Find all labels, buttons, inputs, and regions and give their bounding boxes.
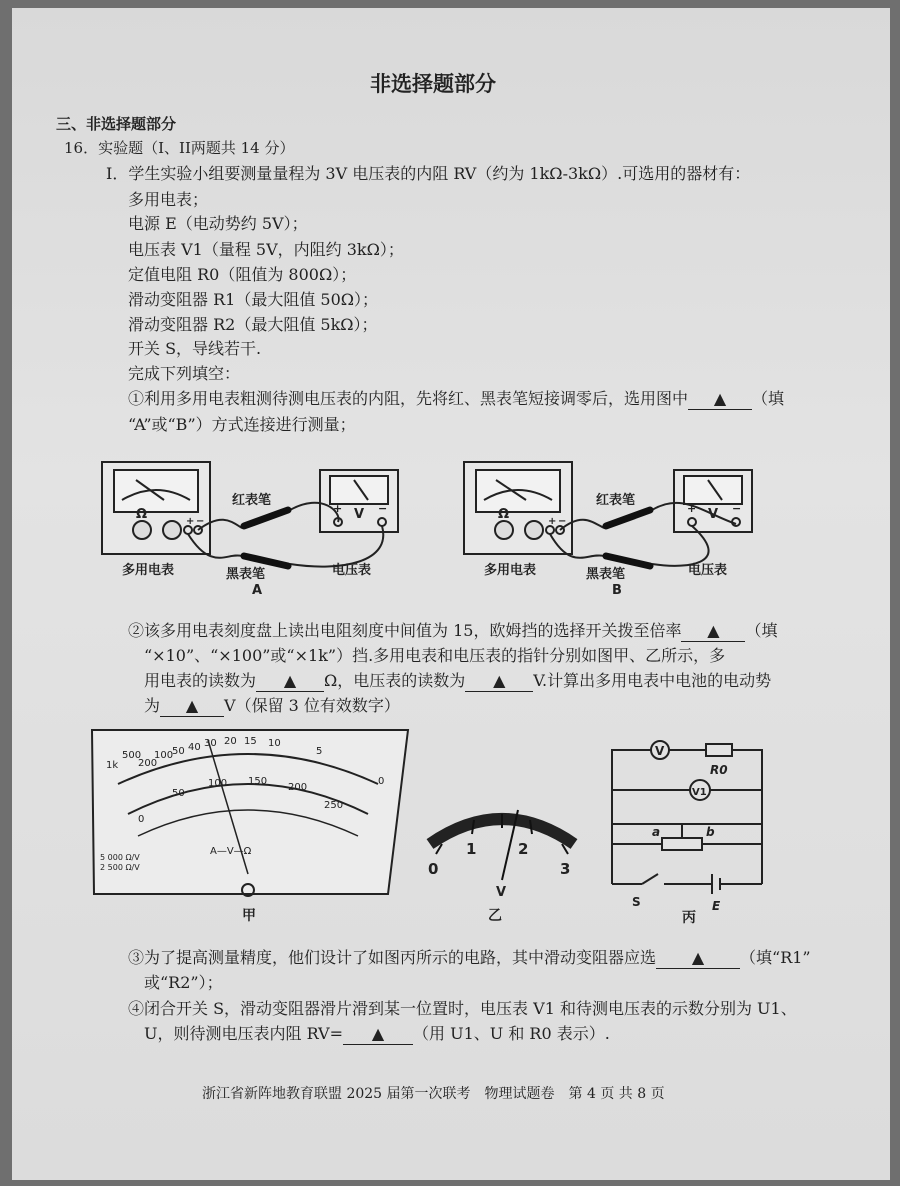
answer-blank[interactable]: ▲: [681, 621, 745, 642]
black-probe-label: 黑表笔: [226, 567, 266, 582]
section-heading: 三、非选择题部分: [56, 115, 177, 133]
svg-text:2 500 Ω/V: 2 500 Ω/V: [100, 863, 140, 872]
label-b: B: [612, 583, 622, 598]
q4-line1: ④闭合开关 S，滑动变阻器滑片滑到某一位置时，电压表 V1 和待测电压表的示数分别为 U1、: [128, 999, 797, 1018]
figure-label-bing: 丙: [682, 910, 696, 924]
svg-text:150: 150: [248, 776, 268, 787]
svg-text:100: 100: [154, 750, 174, 761]
equipment-item: 滑动变阻器 R1（最大阻值 50Ω）；: [128, 290, 379, 309]
answer-blank[interactable]: ▲: [256, 671, 324, 692]
q2-line3: 用电表的读数为 ▲ Ω，电压表的读数为 ▲ V.计算出多用电表中电池的电动势: [144, 671, 772, 690]
q1-line1: ①利用多用电表粗测待测电压表的内阻，先将红、黑表笔短接调零后，选用图中 ▲ （填: [128, 389, 785, 408]
svg-text:Ω: Ω: [498, 507, 510, 522]
svg-text:0: 0: [378, 776, 385, 787]
q2-line1: ②该多用电表刻度盘上读出电阻刻度中间值为 15，欧姆挡的选择开关拨至倍率 ▲ （填: [128, 621, 778, 640]
answer-blank[interactable]: ▲: [343, 1024, 413, 1045]
answer-blank[interactable]: ▲: [656, 948, 740, 969]
svg-text:+: +: [186, 516, 195, 527]
svg-text:0: 0: [428, 860, 439, 878]
red-probe-label: 红表笔: [232, 493, 272, 508]
q3-line2: 或“R2”）；: [144, 973, 223, 992]
svg-text:−: −: [558, 516, 567, 527]
svg-text:b: b: [706, 825, 715, 839]
q2-line4: 为 ▲ V（保留 3 位有效数字）: [144, 696, 400, 715]
svg-text:V: V: [655, 744, 665, 758]
answer-blank[interactable]: ▲: [465, 671, 533, 692]
figure-label-yi: 乙: [488, 908, 502, 924]
svg-text:0: 0: [138, 814, 145, 825]
equipment-item: 滑动变阻器 R2（最大阻值 5kΩ）；: [128, 315, 378, 334]
question-heading: 16．实验题（I、II两题共 14 分）: [64, 139, 295, 157]
svg-text:V: V: [708, 507, 719, 522]
svg-text:100: 100: [208, 778, 228, 789]
part1-intro: I．学生实验小组要测量量程为 3V 电压表的内阻 RV（约为 1kΩ-3kΩ）.可选用的器材有：: [106, 164, 751, 183]
svg-text:V1: V1: [692, 787, 707, 798]
svg-text:1k: 1k: [106, 760, 119, 771]
svg-text:40: 40: [188, 742, 201, 753]
svg-text:a: a: [652, 825, 661, 839]
page-footer: 浙江省新阵地教育联盟 2025 届第一次联考 物理试题卷 第 4 页 共 8 页: [202, 1086, 665, 1102]
multimeter-label: 多用电表: [122, 563, 175, 578]
q2-line2: “×10”、“×100”或“×1k”）挡.多用电表和电压表的指针分别如图甲、乙所示，多: [144, 646, 726, 665]
svg-text:V: V: [496, 885, 507, 900]
svg-text:200: 200: [288, 782, 308, 793]
figure-circuit: [602, 734, 792, 924]
svg-text:250: 250: [324, 800, 344, 811]
answer-blank[interactable]: ▲: [160, 696, 224, 717]
svg-text:S: S: [632, 895, 641, 909]
svg-text:V: V: [354, 507, 365, 522]
svg-text:15: 15: [244, 736, 257, 747]
svg-text:+: +: [687, 502, 697, 515]
figure-connection-ab: [92, 452, 832, 600]
svg-text:+: +: [548, 516, 557, 527]
exam-sheet: [12, 8, 890, 1180]
svg-text:10: 10: [268, 738, 281, 749]
instruction: 完成下列填空：: [128, 364, 241, 383]
svg-text:20: 20: [224, 736, 237, 747]
equipment-item: 定值电阻 R0（阻值为 800Ω）；: [128, 265, 357, 284]
figure-multimeter-dial: [88, 724, 418, 924]
label-a: A: [252, 583, 263, 598]
equipment-item: 电压表 V1（量程 5V，内阻约 3kΩ）；: [128, 240, 404, 259]
answer-blank[interactable]: ▲: [688, 389, 752, 410]
equipment-item: 开关 S，导线若干.: [128, 339, 262, 358]
voltmeter-label: 电压表: [332, 563, 372, 578]
svg-text:−: −: [732, 502, 742, 515]
q1-line2: “A”或“B”）方式连接进行测量；: [128, 415, 356, 434]
svg-text:1: 1: [466, 840, 477, 858]
svg-text:R0: R0: [710, 763, 728, 777]
svg-text:200: 200: [138, 758, 158, 769]
q3-line1: ③为了提高测量精度，他们设计了如图丙所示的电路，其中滑动变阻器应选 ▲ （填“R1”: [128, 948, 811, 967]
svg-text:3: 3: [560, 860, 571, 878]
figure-voltmeter-dial: [422, 784, 582, 924]
svg-text:−: −: [378, 502, 388, 515]
figure-label-jia: 甲: [242, 908, 256, 924]
equipment-item: 多用电表；: [128, 190, 209, 209]
q4-line2: U，则待测电压表内阻 RV= ▲ （用 U1、U 和 R0 表示）.: [144, 1024, 610, 1043]
svg-text:E: E: [712, 899, 721, 913]
svg-text:+: +: [333, 502, 343, 515]
dial-center-text: A—V—Ω: [210, 846, 252, 857]
svg-text:50: 50: [172, 746, 185, 757]
svg-text:30: 30: [204, 738, 217, 749]
svg-text:黑表笔: 黑表笔: [586, 567, 626, 582]
page-title: 非选择题部分: [370, 72, 496, 96]
svg-text:电压表: 电压表: [688, 563, 728, 578]
svg-text:多用电表: 多用电表: [484, 563, 537, 578]
svg-text:50: 50: [172, 788, 185, 799]
svg-text:5 000 Ω/V: 5 000 Ω/V: [100, 853, 140, 862]
svg-text:−: −: [196, 516, 205, 527]
svg-text:红表笔: 红表笔: [596, 493, 636, 508]
ohm-symbol: Ω: [136, 507, 148, 522]
equipment-item: 电源 E（电动势约 5V）；: [128, 214, 308, 233]
svg-text:500: 500: [122, 750, 142, 761]
svg-text:2: 2: [518, 840, 529, 858]
svg-text:5: 5: [316, 746, 323, 757]
